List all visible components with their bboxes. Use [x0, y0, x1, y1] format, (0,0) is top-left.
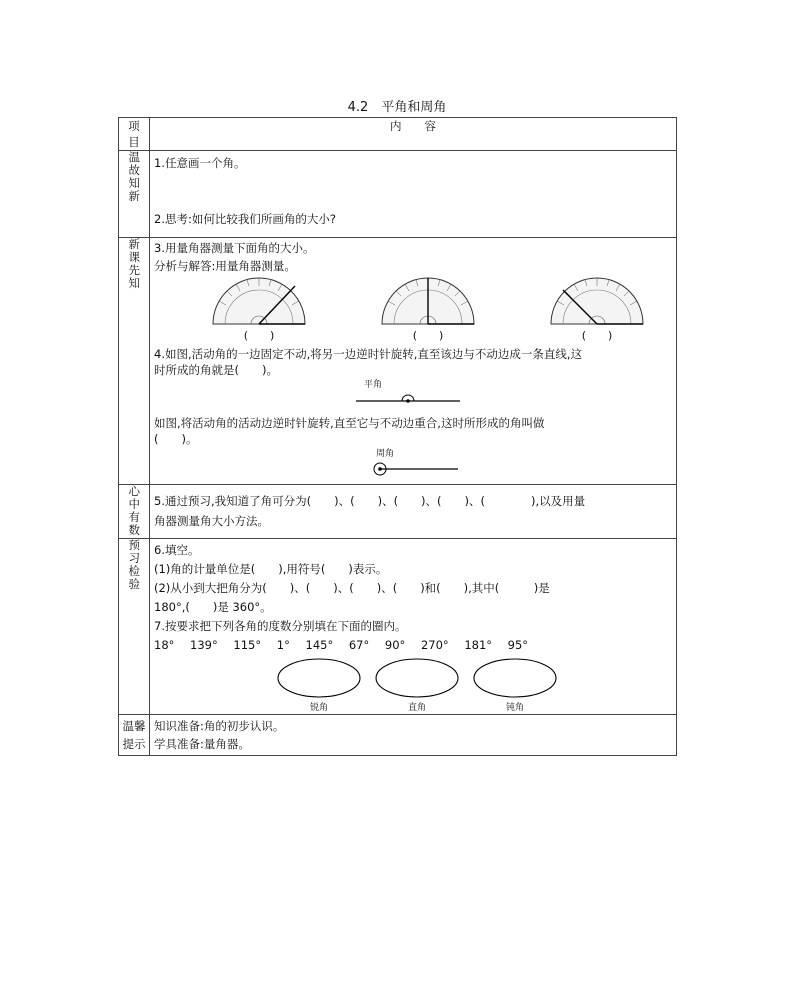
question-5-line-2: 角器测量角大小方法。	[154, 514, 269, 528]
answer-paren-1: ( )	[243, 329, 275, 342]
degree-value: 139°	[190, 638, 218, 652]
protractor-icon	[211, 276, 307, 326]
question-4-line-3: 如图,将活动角的活动边逆时针旋转,直至它与不动边重合,这时所形成的角叫做	[154, 416, 545, 430]
protractor-group	[154, 274, 672, 344]
protractor-icon	[380, 276, 476, 326]
new-lesson-row	[119, 238, 677, 485]
acute-label: 锐角	[309, 703, 328, 713]
degree-value: 145°	[305, 638, 334, 652]
question-4-line-2: 时所成的角就是( )。	[154, 363, 278, 377]
table-header-row	[119, 118, 677, 151]
review-label: 温故知新	[119, 151, 150, 238]
page-title: 4.2 平角和周角	[347, 100, 447, 115]
new-lesson-label: 新课先知	[119, 238, 150, 485]
question-2: 2.思考:如何比较我们所画角的大小?	[154, 212, 336, 226]
obtuse-oval	[470, 657, 560, 714]
right-oval	[372, 657, 462, 714]
degree-list	[154, 637, 672, 653]
full-angle-label: 周角	[376, 449, 395, 459]
degree-value: 67°	[348, 638, 370, 652]
straight-angle-label: 平角	[364, 380, 383, 390]
tips-line-1: 知识准备:角的初步认识。	[154, 719, 285, 733]
question-6-1: (1)角的计量单位是( ),用符号( )表示。	[154, 562, 388, 576]
review-row	[119, 151, 677, 238]
preview-row	[119, 539, 677, 715]
acute-oval	[274, 657, 364, 714]
review-content	[150, 151, 677, 238]
full-angle-figure	[154, 449, 672, 480]
protractor-1	[204, 276, 314, 344]
oval-shape	[276, 657, 362, 699]
preview-table	[118, 117, 677, 756]
tips-line-2: 学具准备:量角器。	[154, 737, 250, 751]
question-7: 7.按要求把下列各角的度数分别填在下面的圈内。	[154, 619, 407, 633]
answer-paren-2: ( )	[412, 329, 444, 342]
degree-value: 18°	[154, 638, 175, 652]
preview-content	[150, 539, 677, 715]
protractor-3	[542, 276, 652, 344]
right-label: 直角	[407, 703, 426, 713]
question-6: 6.填空。	[154, 543, 200, 557]
question-6-2-line-1: (2)从小到大把角分为( )、( )、( )、( )和( ),其中( )是	[154, 581, 550, 595]
question-3: 3.用量角器测量下面角的大小。	[154, 241, 315, 255]
new-lesson-content	[150, 238, 677, 485]
header-item: 项目	[119, 118, 150, 151]
degree-value: 1°	[276, 638, 290, 652]
analysis-text: 分析与解答:用量角器测量。	[154, 259, 296, 273]
answer-paren-3: ( )	[581, 329, 613, 342]
degree-value: 270°	[420, 638, 449, 652]
heart-row	[119, 485, 677, 539]
tips-row	[119, 715, 677, 756]
question-6-2-line-2: 180°,( )是 360°。	[154, 600, 272, 614]
heart-label: 心中有数	[119, 485, 150, 539]
question-1: 1.任意画一个角。	[154, 156, 246, 170]
oval-group	[154, 657, 672, 714]
tips-label: 温馨提示	[119, 715, 150, 756]
protractor-2	[373, 276, 483, 344]
degree-value: 115°	[233, 638, 262, 652]
oval-shape	[374, 657, 460, 699]
protractor-icon	[549, 276, 645, 326]
oval-shape	[472, 657, 558, 699]
tips-content	[150, 715, 677, 756]
straight-angle-icon	[354, 391, 464, 407]
question-4-line-1: 4.如图,活动角的一边固定不动,将另一边逆时针旋转,直至该边与不动边成一条直线,这	[154, 347, 583, 361]
straight-angle-figure	[154, 380, 672, 411]
heart-content	[150, 485, 677, 539]
obtuse-label: 钝角	[505, 703, 524, 713]
preview-label: 预习检验	[119, 539, 150, 715]
header-content: 内 容	[150, 118, 677, 151]
question-4-line-4: ( )。	[154, 432, 198, 446]
degree-value: 90°	[384, 638, 406, 652]
degree-value: 95°	[507, 638, 529, 652]
full-angle-icon	[372, 460, 462, 476]
question-5-line-1: 5.通过预习,我知道了角可分为( )、( )、( )、( )、( ),以及用量	[154, 494, 586, 508]
degree-value: 181°	[464, 638, 493, 652]
